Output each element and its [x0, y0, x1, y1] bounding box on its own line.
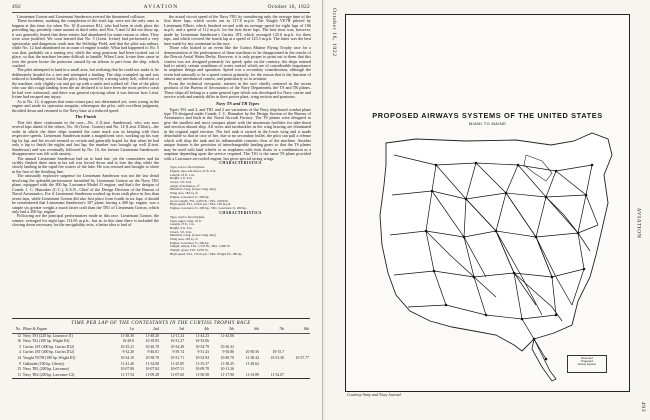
map-subtitle: MIAMI TO MAINE [468, 121, 507, 126]
plane-cell: Vought VE7H (180 hp. Wright E3) [23, 355, 76, 360]
airways-map [345, 14, 630, 392]
column-header: 4th [185, 327, 210, 333]
paragraph: The pilot attempted to land in a small area, but realizing that he could not make it, he deliberately headed for a tree and attempted a landing. The ship crumpled up and was reduced to kindling wood, but the pilot, being saved by a strong safety belt, rolled out of the machine, only slightly cut and got up with a smile and walked off. One of the pilots who saw this rough landing from the air declared it to have been the most perfect crash he had ever witnessed, and there was general rejoicing when it was known how Lieut. Irvine had escaped any injury. [12, 67, 159, 100]
plane-cell: Navy TS2 (180 hp. Wright E4) [23, 339, 70, 344]
characteristic-line: Dihedral, 2 deg. (lower wing only) [170, 233, 216, 238]
characteristic-line: Length, 16 ft. 1 in. [170, 172, 195, 177]
characteristic-line: Angle of incidence, 2° [170, 183, 200, 188]
characteristic-line: Type, tractor float biplane. [170, 214, 206, 219]
map-credit: Courtesy Army and Navy Journal [347, 392, 401, 397]
time-cell: 11-17.54 [110, 373, 135, 379]
time-cell: 10-54.79 [195, 344, 209, 349]
time-cell: 11 [12, 373, 22, 379]
map-title: PROPOSED AIRWAYS SYSTEMS OF THE UNITED STATES [372, 111, 603, 120]
vertical-date: October 16, 1922 [331, 8, 337, 57]
paragraph: The annual Lieutenant Sanderson had on to land late, yet the committees and fat swiftly flashed three men in his tail was forced down and to lose the ship while the slowly landing in the rapid fire waters of the lake. He was rescued and brought to shore in the face of the finishing line. [12, 155, 159, 174]
paragraph: the actual circuit speed of the Navy TR1 by considering only the average time of the first three laps, which works out as 117.8 m.p.h. The Vought VE7H piloted by Lieutenant Elliott, which finished second with an average speed for eight laps of 106 m.p.h. and a speed of 112 m.p.h. for the first three laps. The best time was, however, made by Lieutenant Sanderson's Curtiss 18T, which averaged 125.6 m.p.h. for three laps, and which covered the fourth lap at a speed of 125.5 m.p.h. The latter was the best time made by any contestant in the race. [164, 15, 311, 46]
time-cell: 10-31.27 [170, 339, 184, 344]
florida-outline [532, 339, 556, 381]
characteristic-line: High speed, TS1, 120 m.p.h.; TR1, 130 m.p.h. [170, 202, 232, 207]
characteristic-line: Chord, 3 ft. 6 in. [170, 180, 192, 185]
characteristic-line: Wing area, 183 sq. ft. [170, 237, 199, 242]
time-cell: 15 [17, 367, 21, 372]
characteristic-line: Height, 9 ft. 6 in. [170, 225, 193, 230]
column-header: No. [12, 327, 22, 333]
time-cell: 11-07.60 [160, 373, 185, 379]
time-cell: 11-33.89 [235, 373, 260, 379]
us-outline [380, 133, 612, 351]
characteristics-list [170, 212, 311, 257]
time-cell: 11-38.25 [220, 361, 234, 366]
time-cell: 11-29.62 [245, 361, 259, 366]
time-cell: 11-43.06 [220, 333, 234, 338]
characteristic-line: Height, 2 ft. 6 in. [170, 176, 193, 181]
page-number: 492 [12, 4, 21, 10]
text-column-right [164, 15, 311, 311]
time-cell: 11-48.20 [145, 333, 159, 338]
characteristic-line: Gross weight, TS1, 2,055 lb.; TR1, 2,000 lb. [170, 198, 229, 203]
column-header: 5th [210, 327, 235, 333]
time-cell: 10-15.7 [272, 350, 284, 355]
time-cell: 10-36.32 [220, 344, 234, 349]
lap-times-table [12, 318, 310, 379]
column-header: 3rd [160, 327, 185, 333]
legend-line: Airway System [577, 362, 597, 367]
time-cell: 10-30.56 [245, 350, 259, 355]
plane-cell: Curtiss 18T (400 hp. Curtiss D12) [23, 350, 75, 355]
legend-line: Projected [581, 359, 593, 364]
characteristic-line: Weight, empty, TS2, 1,535 lb.; TR2, 1,800 lb. [170, 244, 231, 249]
plane-cell: Gallaudet (100 hp. Liberty) [23, 361, 65, 366]
time-cell: 10-18.93 [145, 339, 159, 344]
time-cell: 10-07.84 [145, 367, 159, 372]
right-page [325, 0, 650, 420]
paragraph: From the technical viewpoint, interest in the race chiefly centered in the recent products of the Bureau of Aeronautics of the Navy Department, the TS and TR planes. These ships all belong to a same general type which was developed for Navy carrier and service work and mainly differ in their power plant, wing section and pontoons. [164, 80, 311, 100]
column-header: 7th [260, 327, 285, 333]
characteristic-line: Length, 27 ft. 1 in. [170, 222, 195, 227]
time-cell: 10-49.70 [220, 355, 234, 360]
time-cell: 10-25.21 [120, 344, 134, 349]
time-cell: 10-38.78 [145, 355, 159, 360]
paragraph: The unusually explosive suspense for Lieutenant Sanderson was not the last detail involving the splendid performance furnished by Lieutenant Gorton on the Navy TR1 plane, equipped with the 200 hp. Lawrance Model J1 engine, and that's the designs of Comdr. J. C. Hunsaker (C.C.), U.S.N., Chief of the Design Division of the Bureau of Naval Aeronautics. For if Lieutenant Sanderson worked up from sixth place in less than seven laps, while Lieutenant Gorton did also first place from fourth in six laps, it should be remembered that Lieutenant Sanderson's 187 plane, having a 400 hp. engine, was a simple six greater weight a much faster craft than the TR1 of Lieutenant Gorton, which only had a 200 hp. engine. [12, 173, 159, 214]
table-row [12, 373, 310, 379]
characteristic-line: Wing area, 183 sq. ft. [170, 191, 199, 196]
time-cell: 10-37.77 [295, 355, 309, 360]
vertical-journal-title: AVIATION [635, 207, 642, 239]
time-cell: 9-31.43 [197, 350, 209, 355]
column-header: 6th [235, 327, 260, 333]
vertical-page-number: 493 [639, 401, 646, 413]
paragraph: This left three contestants in the race—No. 4 (Lieut. Sanderson), who was now several laps ahead of the others, No. 16 (Lieut. Gorton) and No. 14 (Lieut. Elliott)—the order in which the three ships rounded the outer mark was in keeping with their respective speeds. Lieutenant Sanderson made a magnificent race, working up his way lap by lap, and his record seemed so certain and generally hoped for that when he had only a lap to finish the nights and last lap, the number was brought up well (Lieut. Sanderson) and was eventually followed by No. 16, the former Lieutenant Sanderson's disappearance was felt with anxiety. [12, 119, 159, 157]
page-header-left [12, 3, 310, 13]
time-cell: 11-35.37 [195, 361, 209, 366]
time-cell: 10-09.78 [195, 367, 209, 372]
time-cell: 10-07.90 [120, 367, 134, 372]
time-cell: 11-34.08 [145, 361, 159, 366]
time-cell: 10-26.78 [145, 344, 159, 349]
characteristic-line: High speed, TS2, 135 m.p.h.; TR2, Wright E4, 180 hp. [170, 251, 243, 256]
time-cell: 10-33.06 [195, 339, 209, 344]
time-cell: 10-51.30 [270, 355, 284, 360]
characteristic-line: Engine, Lawrance J1, 200 hp. [170, 194, 210, 199]
characteristics-list [170, 162, 311, 211]
section-heading-navy-types: Navy TS and TR Types [215, 100, 260, 106]
time-cell: 11-32.07 [260, 373, 285, 379]
paragraph: As to No. 12, it appears that some minor part, not determined yet, went wrong in the engine and made its operation irregular, whereupon the pilot, with excellent judgment, throttled down and returned to the Navy base at a reduced speed. [12, 98, 159, 113]
time-cell: 11-17.90 [210, 373, 235, 379]
characteristic-line: Engine, type and motor, 25 ft. 9 in. [170, 168, 217, 173]
paragraph: These incidents, marking the completion of the sixth lap, were not the only ones to happen at this time, for when No. 10 (Lawrence R1), who had been in sixth place the preceding lap, presently came around in third order, and Nos. 5 and 12 did not show up, it was generally feared that these entries had abandoned for some reason or other. They were soon justified. We soon learned that No. 5 (Lieut. Irvine) had performed a very spectacular and dangerous crash near the Selfridge Field, and that the pilot was unhurt, while No. 12 had abandoned on account of engine trouble. What had happened to No. 5 was that, probably on a turning test, while the wing pontoons had been twisted out of place, so that the machine became difficult to handle. When Lieut. Irvine then came in over the power house the pontoons caused by an aileron to part from the ship, which crashed. [12, 18, 159, 68]
time-cell: 9 [19, 361, 21, 366]
plane-cell: Navy TR2 (200 hp. Lawrance C2) [22, 373, 110, 379]
time-cell: 10-07.51 [170, 367, 184, 372]
time-cell: 14 [17, 355, 21, 360]
time-cell: 11-25.85 [170, 361, 184, 366]
characteristic-line: Chord, 3 ft. 6 in. [170, 229, 192, 234]
time-cell: 11-50.58 [185, 373, 210, 379]
legend-line: Reported [581, 356, 593, 360]
time-cell: 9-32.20 [122, 350, 134, 355]
time-cell: 10-29.0 [122, 339, 134, 344]
characteristics-heading: CHARACTERISTICS [219, 210, 262, 215]
time-cell: 11-38.44 [245, 355, 259, 360]
characteristics-heading: CHARACTERISTICS [219, 161, 262, 165]
characteristic-line: Weight, gross, TS2, 2,055 lb. [170, 248, 209, 253]
time-cell: 9-39.74 [172, 350, 184, 355]
left-page [0, 0, 323, 420]
time-cell: 10-54.94 [195, 355, 209, 360]
characteristic-line: Span, upper wing, 25 ft. [170, 218, 202, 223]
column-header: 1st [110, 327, 135, 333]
paragraph: Following are the principal performances made in this race. Lieutenant Gorton, the winner, averaged for eight laps 112.65 m.p.h., but as in this time there is included the slowing down necessary for the navigability tests, a better idea is had of [12, 213, 159, 228]
time-cell: 12-11.24 [170, 333, 184, 338]
column-header: 2nd [135, 327, 160, 333]
characteristic-line: Engine, Lawrance J1, 200 hp. [170, 240, 210, 245]
time-cell: 11-44.23 [195, 333, 209, 338]
time-cell: 10-34.49 [170, 344, 184, 349]
time-cell: 11-09.28 [135, 373, 160, 379]
column-header: 8th [285, 327, 310, 333]
plane-cell: Navy TR1 (200 hp. Lawrance) [23, 367, 70, 372]
time-cell: 4 [19, 350, 21, 355]
text-column-left [12, 15, 159, 311]
table-caption: TIME PER LAP OF THE CONTESTANTS IN THE CURTISS TROPHY RACE [12, 318, 310, 326]
characteristic-line: Type, tractor float biplane. [170, 165, 206, 170]
time-cell: 16 [17, 339, 21, 344]
characteristic-line: Engine, Lawrance J1, 200 hp.; TR1, Lawrance J1, 200 hp. [170, 205, 247, 210]
time-cell [285, 373, 310, 379]
time-cell: 10-34.10 [120, 355, 134, 360]
time-cell: 5 [19, 344, 21, 349]
column-header: Plane & Engine [22, 327, 110, 333]
time-cell: 11-41.40 [120, 361, 134, 366]
time-cell: 12 [17, 333, 21, 338]
plane-cell: Curtiss 18T (400 hp. Curtiss D12) [23, 344, 75, 349]
paragraph: Lieutenant Gorton and Lieutenant Sanderson averted the threatened collision. [17, 15, 146, 19]
time-cell: 9-46.81 [147, 350, 159, 355]
time-cell: 9-50.86 [222, 350, 234, 355]
paragraph: Types TS1 and 2, and TR1 and 2 are variations of the Navy ship-based combat plane type TS designed under Comdr. J. C. Hunsaker by the Design Section of the Bureau of Aeronautics and built at the Naval Aircraft Factory. The TS planes were designed to give the smallest and most compact plane with the maximum facilities for take-down and erection aboard ship. All wires and turnbuckles in the wing bracing are eliminated in the original rapid erection. The fuel tank is carried in the lower wing and is made detachable so that in case of fire, due to no secondary bullet, the pilot can pull a release which will drop the tank and its inflammable contents clear of the machine. Another unique feature is the provision of interchangeable landing gears so that the TS planes may be used with land wheels or as seaplanes with twin floats or a combination as a seaplane depending upon the service required. The TS1 is the same TS plane provided with a Lawrance air-cooled engine, but gives special racing wings. [164, 106, 311, 161]
characteristic-line: Dihedral, 2 deg. (lower wing only) [170, 187, 216, 192]
section-heading-finish: The Finish [74, 113, 97, 119]
time-cell: 11-48.30 [120, 333, 134, 338]
time-cell: 10-31.71 [170, 355, 184, 360]
us-map-drawing [346, 15, 629, 391]
issue-date: October 16, 1922 [267, 4, 310, 10]
time-cell: 10-13.36 [220, 367, 234, 372]
map-legend [567, 355, 607, 373]
paragraph: Those who looked to an event like the Curtiss Marine Flying Trophy race for a demonstration of the performance of these machines to be disappointed in the results of the Detroit Aerial Water Derby. However, it is only proper to point out to them that this contest was not designed primarily for speed; quite on the contrary, the ships entered had to satisfy certain conditions of water control which are of considerable importance in seaplane design and operation. Speed was a secondary consideration, although the event had naturally to be a speed contest primarily, for the reason that is the function of almost any mechanical contest, and particularly so in aviation. [164, 45, 311, 82]
plane-cell: Navy TS1 (220 hp. Lawrance J1) [23, 333, 73, 338]
journal-title: AVIATION [143, 4, 179, 10]
